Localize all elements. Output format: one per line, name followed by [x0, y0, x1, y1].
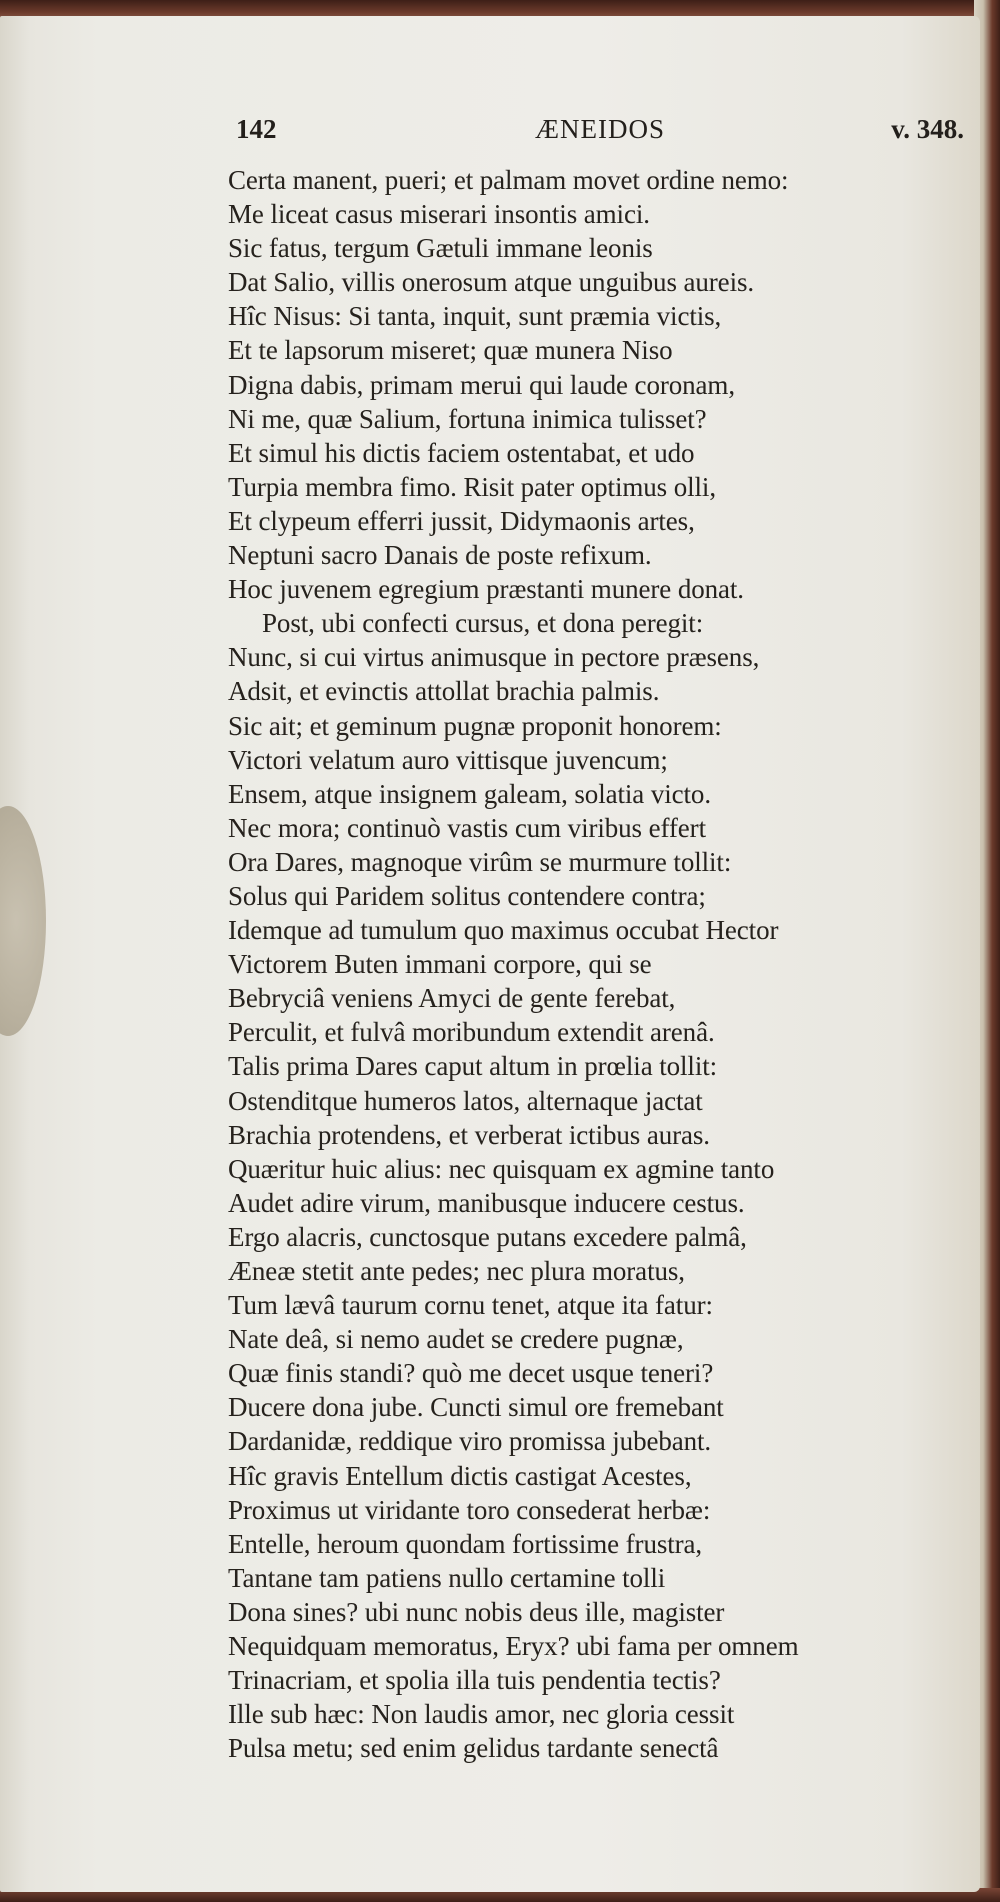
- verse-line: Nec mora; continuò vastis cum viribus effert: [228, 812, 706, 843]
- verse-line: Ni me, quæ Salium, fortuna inimica tulisset?: [228, 403, 707, 434]
- verse-line: Idemque ad tumulum quo maximus occubat Hector: [228, 915, 779, 946]
- verse-line: Nunc, si cui virtus animusque in pectore præsens,: [228, 642, 760, 673]
- verse-line: Ostenditque humeros latos, alternaque jactat: [228, 1085, 703, 1116]
- verse-line: Tum lævâ taurum cornu tenet, atque ita fatur:: [228, 1290, 713, 1321]
- verse-line: Post, ubi confecti cursus, et dona peregit:: [262, 608, 704, 639]
- verse-line: Audet adire virum, manibusque inducere cestus.: [228, 1187, 745, 1218]
- verse-line: Perculit, et fulvâ moribundum extendit arenâ.: [228, 1017, 715, 1048]
- verse-line: Adsit, et evinctis attollat brachia palmis.: [228, 676, 660, 707]
- verse-line: Et clypeum efferri jussit, Didymaonis artes,: [228, 505, 695, 536]
- verse-line: Victorem Buten immani corpore, qui se: [228, 949, 652, 980]
- page-number: 142: [236, 114, 277, 144]
- verse-line: Sic fatus, tergum Gætuli immane leonis: [228, 233, 653, 264]
- thumb-index-tab: [0, 806, 46, 1036]
- verse-line: Proximus ut viridante toro consederat herbæ:: [228, 1494, 711, 1525]
- verse-line: Bebryciâ veniens Amyci de gente ferebat,: [228, 983, 676, 1014]
- verse-line: Digna dabis, primam merui qui laude coronam,: [228, 369, 735, 400]
- verse-line: Quæritur huic alius: nec quisquam ex agmine tanto: [228, 1153, 775, 1184]
- verse-line: Hoc juvenem egregium præstanti munere donat.: [228, 574, 744, 605]
- verse-line: Dona sines? ubi nunc nobis deus ille, magister: [228, 1596, 725, 1627]
- verse-line: Æneæ stetit ante pedes; nec plura moratus,: [228, 1256, 685, 1286]
- verse-line: Certa manent, pueri; et palmam movet ordine nemo:: [228, 165, 789, 195]
- running-title: ÆNEIDOS: [534, 114, 665, 144]
- verse-line: Ducere dona jube. Cuncti simul ore fremebant: [228, 1392, 724, 1423]
- verse-line: Turpia membra fimo. Risit pater optimus olli,: [228, 471, 716, 502]
- verse-block: [228, 163, 980, 1765]
- verse-line: Et simul his dictis faciem ostentabat, et udo: [228, 437, 695, 468]
- verse-line: Hîc Nisus: Si tanta, inquit, sunt præmia victis,: [228, 301, 722, 332]
- verse-line: Nequidquam memoratus, Eryx? ubi fama per omnem: [228, 1631, 799, 1662]
- verse-line: Ora Dares, magnoque virûm se murmure tollit:: [228, 846, 732, 877]
- verse-line: Nate deâ, si nemo audet se credere pugnæ,: [228, 1324, 684, 1355]
- verse-line: Dardanidæ, reddique viro promissa jubebant.: [228, 1426, 712, 1457]
- verse-line: Ille sub hæc: Non laudis amor, nec gloria cessit: [228, 1699, 735, 1730]
- verse-line: Sic ait; et geminum pugnæ proponit honorem:: [228, 710, 722, 741]
- verse-line: Tantane tam patiens nullo certamine tolli: [228, 1562, 666, 1593]
- verse-line: Talis prima Dares caput altum in prœlia tollit:: [228, 1051, 718, 1082]
- verse-line: Ensem, atque insignem galeam, solatia victo.: [228, 778, 711, 809]
- verse-line: Me liceat casus miserari insontis amici.: [228, 199, 650, 230]
- verse-line: Hîc gravis Entellum dictis castigat Acestes,: [228, 1460, 692, 1491]
- verse-line: Neptuni sacro Danais de poste refixum.: [228, 540, 652, 571]
- verse-line: Victori velatum auro vittisque juvencum;: [228, 744, 668, 775]
- verse-line: Pulsa metu; sed enim gelidus tardante senectâ: [228, 1733, 719, 1764]
- verse-line: Brachia protendens, et verberat ictibus auras.: [228, 1119, 710, 1150]
- verse-line: Ergo alacris, cunctosque putans excedere palmâ,: [228, 1221, 747, 1252]
- verse-reference: v. 348.: [891, 114, 964, 144]
- verse-line: Et te lapsorum miseret; quæ munera Niso: [228, 335, 673, 366]
- running-header: [236, 114, 964, 154]
- verse-line: Dat Salio, villis onerosum atque unguibus aureis.: [228, 267, 755, 298]
- verse-line: Quæ finis standi? quò me decet usque teneri?: [228, 1358, 714, 1389]
- verse-line: Solus qui Paridem solitus contendere contra;: [228, 880, 706, 911]
- verse-line: Trinacriam, et spolia illa tuis pendentia tectis?: [228, 1665, 721, 1696]
- verse-line: Entelle, heroum quondam fortissime frustra,: [228, 1528, 703, 1559]
